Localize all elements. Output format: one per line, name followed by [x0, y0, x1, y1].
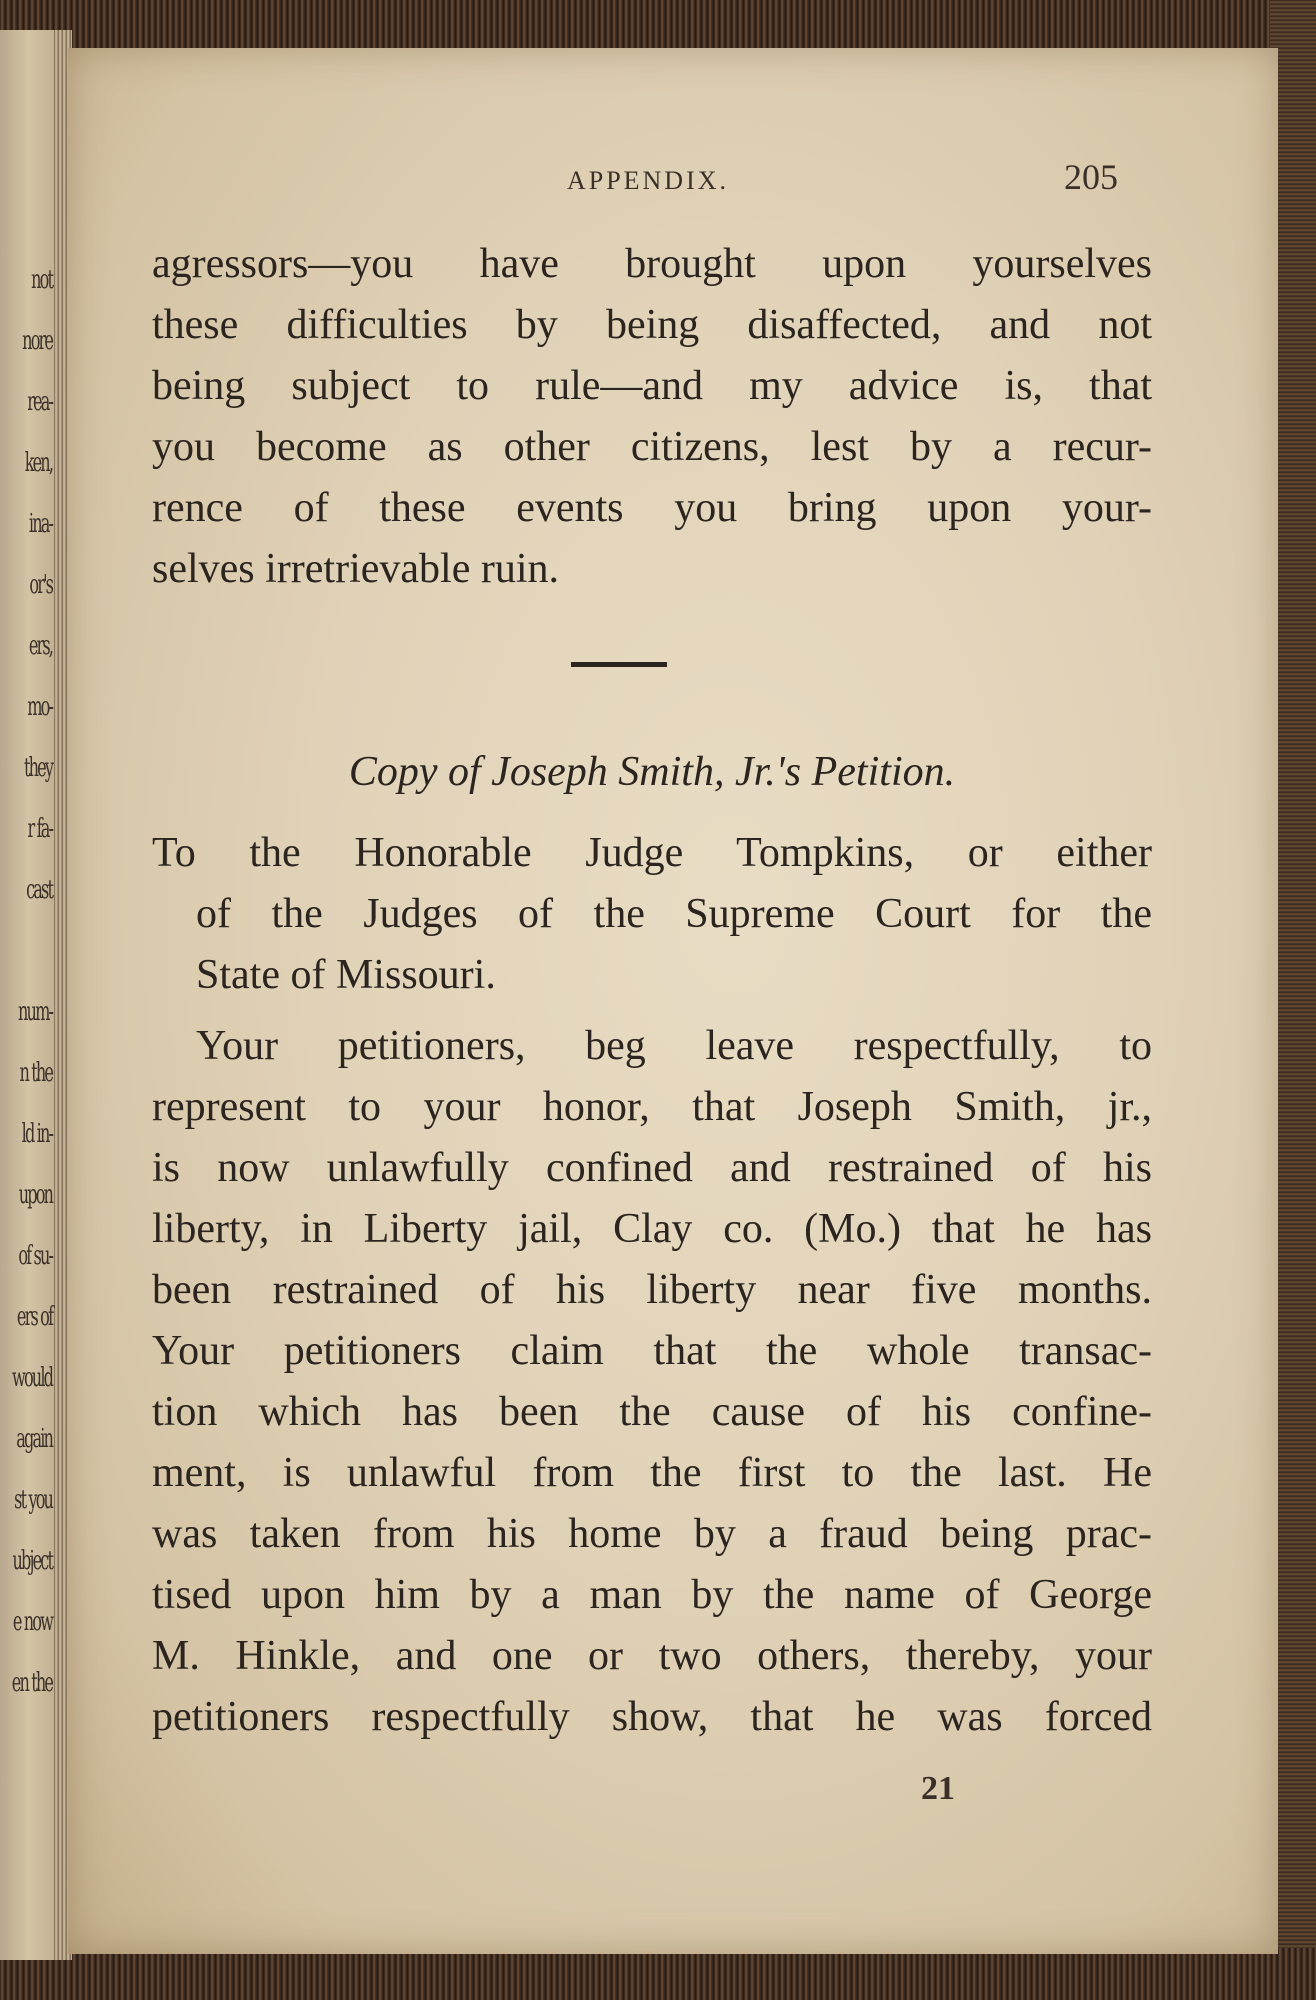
- section-divider-rule: [571, 662, 667, 667]
- petition-address: [152, 823, 1152, 1006]
- previous-page-fragment: en the: [11, 1668, 53, 1698]
- previous-page-fragment: [0, 921, 52, 982]
- previous-page-fragment: r fa-: [27, 814, 53, 844]
- previous-page-fragment: or's: [29, 570, 53, 600]
- previous-page-text-fragments: [0, 250, 53, 1750]
- text-line: being subject to rule—and my advice is, that: [152, 363, 1152, 409]
- text-line: Your petitioners claim that the whole transac-: [152, 1328, 1152, 1374]
- text-line: ment, is unlawful from the first to the last. He: [152, 1450, 1152, 1496]
- text-line: Your petitioners, beg leave respectfully, to: [196, 1023, 1152, 1069]
- previous-page-fragment: ina-: [28, 509, 53, 539]
- text-line: was taken from his home by a fraud being prac-: [152, 1511, 1152, 1557]
- text-line: rence of these events you bring upon your-: [152, 485, 1152, 531]
- text-line: agressors—you have brought upon yourselves: [152, 241, 1152, 287]
- text-line: To the Honorable Judge Tompkins, or either: [152, 830, 1152, 876]
- previous-page-fragment: cast: [26, 875, 53, 905]
- previous-page-fragment: ubject: [12, 1546, 53, 1576]
- previous-page-fragment: ers,: [28, 631, 53, 661]
- text-line: M. Hinkle, and one or two others, thereby, your: [152, 1633, 1152, 1679]
- binding-bottom-edge: [0, 1948, 1316, 2000]
- text-line: petitioners respectfully show, that he was forced: [152, 1694, 1152, 1740]
- previous-page-fragment: mo-: [27, 692, 53, 722]
- text-line: tised upon him by a man by the name of George: [152, 1572, 1152, 1618]
- signature-mark: 21: [921, 1770, 955, 1807]
- previous-page-fragment: rea-: [27, 387, 53, 417]
- book-page: [68, 48, 1278, 1954]
- previous-page-fragment: of su-: [18, 1241, 53, 1271]
- paragraph-continuation: [152, 234, 1152, 600]
- previous-page-fragment: nore: [22, 326, 53, 356]
- section-title: Copy of Joseph Smith, Jr.'s Petition.: [348, 749, 956, 795]
- running-head: APPENDIX.: [566, 166, 730, 195]
- previous-page-fragment: n the: [19, 1058, 53, 1088]
- text-line: State of Missouri.: [196, 952, 496, 998]
- text-line: selves irretrievable ruin.: [152, 546, 559, 592]
- text-line: been restrained of his liberty near five months.: [152, 1267, 1152, 1313]
- text-line: you become as other citizens, lest by a recur-: [152, 424, 1152, 470]
- binding-top-edge: [0, 0, 1316, 52]
- previous-page-fragment: upon: [18, 1180, 53, 1210]
- previous-page-fragment: ld in-: [21, 1119, 53, 1149]
- previous-page-fragment: they: [24, 753, 53, 783]
- text-line: tion which has been the cause of his confine-: [152, 1389, 1152, 1435]
- text-line: of the Judges of the Supreme Court for the: [196, 891, 1152, 937]
- previous-page-fragment: st you: [14, 1485, 53, 1515]
- previous-page-fragment: e now: [12, 1607, 53, 1637]
- text-line: these difficulties by being disaffected, and not: [152, 302, 1152, 348]
- text-line: is now unlawfully confined and restrained of his: [152, 1145, 1152, 1191]
- previous-page-fragment: ken,: [24, 448, 53, 478]
- previous-page-fragment: not: [31, 265, 53, 295]
- page-number: 205: [1064, 157, 1118, 197]
- text-line: liberty, in Liberty jail, Clay co. (Mo.) that he has: [152, 1206, 1152, 1252]
- petition-body: [152, 1016, 1152, 1748]
- previous-page-fragment: ers of: [16, 1302, 53, 1332]
- previous-page-fragment: would: [12, 1363, 53, 1393]
- text-line: represent to your honor, that Joseph Smith, jr.,: [152, 1084, 1152, 1130]
- previous-page-fragment: again: [16, 1424, 53, 1454]
- previous-page-fragment: num-: [18, 997, 53, 1027]
